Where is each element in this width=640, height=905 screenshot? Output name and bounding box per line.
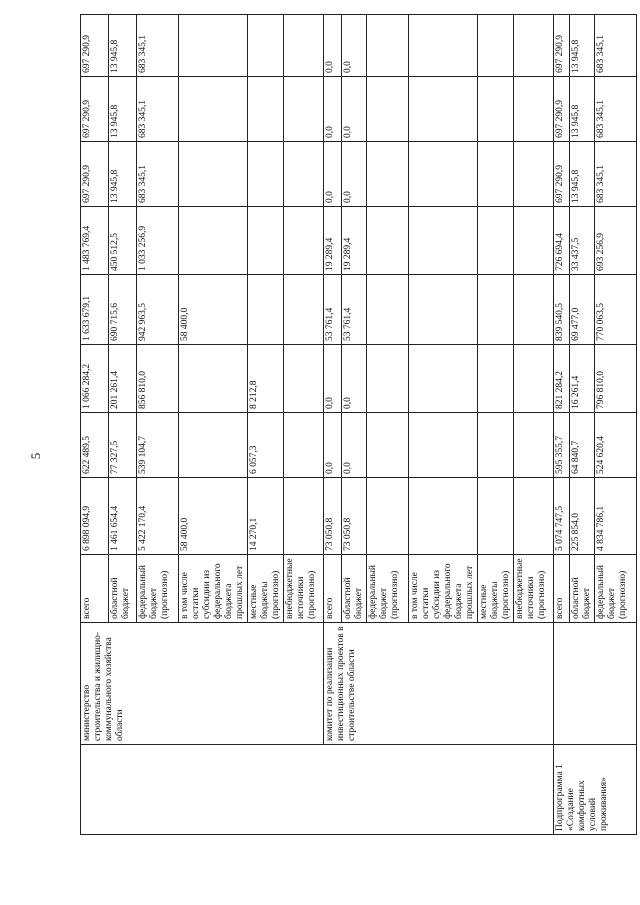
value-cell [514, 413, 554, 478]
value-cell: 0,0 [342, 413, 367, 478]
value-cell [514, 207, 554, 275]
source-cell: всего [324, 555, 342, 623]
value-cell: 1 461 654,4 [109, 478, 137, 555]
value-cell: 0,0 [342, 15, 367, 77]
value-cell: 13 945,8 [109, 142, 137, 207]
value-cell: 16 261,4 [570, 345, 595, 413]
value-cell: 697 290,9 [81, 142, 109, 207]
value-cell: 450 512,5 [109, 207, 137, 275]
value-cell [514, 142, 554, 207]
value-cell: 5 422 170,4 [137, 478, 179, 555]
value-cell [284, 275, 324, 345]
value-cell [409, 15, 478, 77]
value-cell: 73 050,8 [324, 478, 342, 555]
value-cell: 13 945,8 [570, 15, 595, 77]
budget-table-container [80, 15, 628, 835]
value-cell: 1 633 679,1 [81, 275, 109, 345]
value-cell [367, 15, 409, 77]
value-cell: 58 400,0 [179, 275, 248, 345]
value-cell [367, 142, 409, 207]
source-cell: федеральный бюджет (прогнозно) [595, 555, 637, 623]
source-cell: в том числе остатки субсидии из федерального бюджета прошлых лет [409, 555, 478, 623]
value-cell: 796 810,0 [595, 345, 637, 413]
value-cell [409, 413, 478, 478]
value-cell: 1 066 284,2 [81, 345, 109, 413]
value-cell: 0,0 [342, 77, 367, 142]
value-cell [179, 413, 248, 478]
value-cell [514, 15, 554, 77]
source-cell: областной бюджет [570, 555, 595, 623]
value-cell [409, 142, 478, 207]
value-cell: 524 620,4 [595, 413, 637, 478]
value-cell [367, 77, 409, 142]
executor-cell: комитет по реализации инвестиционных проектов в строительстве области [324, 623, 554, 745]
value-cell [514, 275, 554, 345]
value-cell [248, 207, 284, 275]
value-cell [284, 345, 324, 413]
value-cell: 0,0 [342, 142, 367, 207]
source-cell: всего [81, 555, 109, 623]
value-cell [179, 15, 248, 77]
value-cell: 13 945,8 [570, 77, 595, 142]
value-cell: 13 945,8 [570, 142, 595, 207]
budget-table [80, 14, 637, 835]
program-cell [81, 745, 554, 835]
value-cell: 697 290,9 [81, 77, 109, 142]
executor-cell: министерство строительства и жилищно-коммунального хозяйства области [81, 623, 324, 745]
program-cell: Подпрограмма 1 «Создание комфортных условий проживания» [554, 745, 637, 835]
value-cell [248, 275, 284, 345]
value-cell [478, 77, 514, 142]
value-cell: 690 715,6 [109, 275, 137, 345]
value-cell: 539 104,7 [137, 413, 179, 478]
value-cell: 697 290,9 [554, 142, 570, 207]
value-cell: 0,0 [324, 413, 342, 478]
value-cell: 683 345,1 [595, 15, 637, 77]
source-cell: внебюджетные источники (прогнозно) [284, 555, 324, 623]
value-cell [367, 478, 409, 555]
value-cell [248, 142, 284, 207]
value-cell [478, 207, 514, 275]
value-cell: 726 694,4 [554, 207, 570, 275]
value-cell: 13 945,8 [109, 15, 137, 77]
value-cell [367, 275, 409, 345]
value-cell [284, 142, 324, 207]
value-cell [478, 142, 514, 207]
source-cell: всего [554, 555, 570, 623]
value-cell [478, 345, 514, 413]
value-cell [248, 77, 284, 142]
value-cell [409, 345, 478, 413]
table-row [324, 15, 342, 835]
source-cell: областной бюджет [342, 555, 367, 623]
value-cell [409, 478, 478, 555]
value-cell [179, 142, 248, 207]
page-number: 5 [28, 452, 43, 460]
value-cell [179, 207, 248, 275]
value-cell: 839 540,5 [554, 275, 570, 345]
value-cell: 77 327,5 [109, 413, 137, 478]
table-row [554, 15, 570, 835]
value-cell [514, 478, 554, 555]
value-cell: 225 854,0 [570, 478, 595, 555]
value-cell: 856 810,0 [137, 345, 179, 413]
source-cell: внебюджетные источники (прогнозно) [514, 555, 554, 623]
value-cell: 697 290,9 [554, 77, 570, 142]
value-cell: 64 840,7 [570, 413, 595, 478]
value-cell: 201 261,4 [109, 345, 137, 413]
value-cell: 697 290,9 [554, 15, 570, 77]
value-cell: 5 074 747,5 [554, 478, 570, 555]
value-cell: 0,0 [324, 345, 342, 413]
source-cell: местные бюджеты (прогнозно) [478, 555, 514, 623]
value-cell [409, 275, 478, 345]
value-cell [179, 77, 248, 142]
value-cell [478, 413, 514, 478]
value-cell: 683 345,1 [137, 77, 179, 142]
value-cell: 8 212,8 [248, 345, 284, 413]
value-cell: 0,0 [324, 77, 342, 142]
value-cell: 13 945,8 [109, 77, 137, 142]
value-cell: 0,0 [324, 15, 342, 77]
value-cell: 1 483 769,4 [81, 207, 109, 275]
value-cell: 73 050,8 [342, 478, 367, 555]
value-cell: 53 761,4 [342, 275, 367, 345]
value-cell: 683 345,1 [137, 142, 179, 207]
value-cell [478, 275, 514, 345]
value-cell: 683 345,1 [595, 142, 637, 207]
value-cell [179, 345, 248, 413]
value-cell [409, 207, 478, 275]
value-cell: 821 284,2 [554, 345, 570, 413]
value-cell: 622 489,5 [81, 413, 109, 478]
executor-cell [554, 623, 637, 745]
value-cell: 6 057,3 [248, 413, 284, 478]
value-cell [367, 345, 409, 413]
value-cell: 69 477,0 [570, 275, 595, 345]
value-cell [284, 77, 324, 142]
value-cell [284, 413, 324, 478]
value-cell: 595 355,7 [554, 413, 570, 478]
value-cell: 58 400,0 [179, 478, 248, 555]
source-cell: федеральный бюджет (прогнозно) [137, 555, 179, 623]
value-cell: 4 834 786,1 [595, 478, 637, 555]
value-cell: 770 063,5 [595, 275, 637, 345]
value-cell: 1 033 256,9 [137, 207, 179, 275]
table-row [81, 15, 109, 835]
value-cell [478, 478, 514, 555]
value-cell: 693 256,9 [595, 207, 637, 275]
value-cell: 14 270,1 [248, 478, 284, 555]
value-cell: 942 963,5 [137, 275, 179, 345]
source-cell: федеральный бюджет (прогнозно) [367, 555, 409, 623]
value-cell: 19 289,4 [324, 207, 342, 275]
value-cell: 33 437,5 [570, 207, 595, 275]
value-cell [284, 15, 324, 77]
source-cell: в том числе остатки субсидии из федерального бюджета прошлых лет [179, 555, 248, 623]
value-cell: 0,0 [342, 345, 367, 413]
value-cell [514, 345, 554, 413]
value-cell [284, 478, 324, 555]
value-cell [514, 77, 554, 142]
value-cell [284, 207, 324, 275]
value-cell [367, 207, 409, 275]
value-cell: 0,0 [324, 142, 342, 207]
value-cell [248, 15, 284, 77]
value-cell [478, 15, 514, 77]
source-cell: областной бюджет [109, 555, 137, 623]
value-cell: 697 290,9 [81, 15, 109, 77]
value-cell: 19 289,4 [342, 207, 367, 275]
value-cell: 683 345,1 [137, 15, 179, 77]
value-cell: 6 898 094,9 [81, 478, 109, 555]
source-cell: местные бюджеты (прогнозно) [248, 555, 284, 623]
budget-table-body [81, 15, 637, 835]
value-cell [367, 413, 409, 478]
value-cell: 683 345,1 [595, 77, 637, 142]
value-cell [409, 77, 478, 142]
value-cell: 53 761,4 [324, 275, 342, 345]
